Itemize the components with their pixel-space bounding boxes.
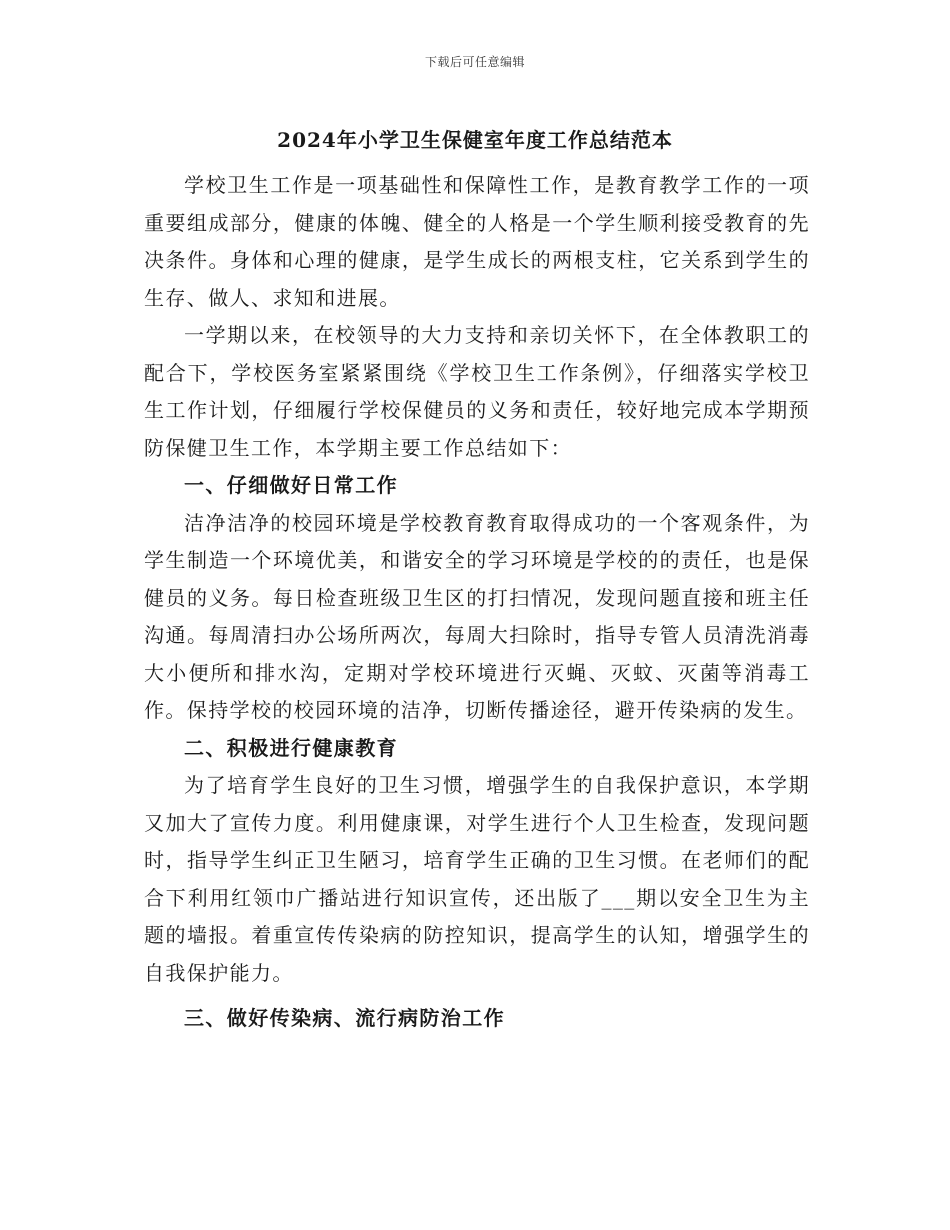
download-note: 下载后可任意编辑 <box>424 55 525 69</box>
section-heading: 三、做好传染病、流行病防治工作 <box>184 1006 505 1030</box>
section-paragraph: 为了培育学生良好的卫生习惯，增强学生的自我保护意识，本学期又加大了宣传力度。利用健康课，对学生进行个人卫生检查，发现问题时，指导学生纠正卫生陋习，培育学生正确的卫生习惯。在老师们的配合下利用红领巾广播站进行知识宣传，还出版了___期以安全卫生为主题的墙报。着重宣传传染病的防控知识，提高学生的认知，增强学生的自我保护能力。 <box>144 773 810 985</box>
section-heading: 一、仔细做好日常工作 <box>184 473 398 497</box>
document-body <box>144 167 810 1038</box>
section-heading: 二、积极进行健康教育 <box>184 735 398 760</box>
intro-paragraph: 一学期以来，在校领导的大力支持和亲切关怀下，在全体教职工的配合下，学校医务室紧紧围绕《学校卫生工作条例》，仔细落实学校卫生工作计划，仔细履行学校保健员的义务和责任，较好地完成本学期预防保健卫生工作，本学期主要工作总结如下： <box>144 323 810 460</box>
intro-paragraph: 学校卫生工作是一项基础性和保障性工作，是教育教学工作的一项重要组成部分，健康的体魄、健全的人格是一个学生顺利接受教育的先决条件。身体和心理的健康，是学生成长的两根支柱，它关系到学生的生存、做人、求知和进展。 <box>144 173 810 310</box>
document-title: 2024年小学卫生保健室年度工作总结范本 <box>277 128 673 152</box>
section-paragraph: 洁净洁净的校园环境是学校教育教育取得成功的一个客观条件，为学生制造一个环境优美，和谐安全的学习环境是学校的的责任，也是保健员的义务。每日检查班级卫生区的打扫情况，发现问题直接和班主任沟通。每周清扫办公场所两次，每周大扫除时，指导专管人员清洗消毒大小便所和排水沟，定期对学校环境进行灭蝇、灭蚊、灭菌等消毒工作。保持学校的校园环境的洁净，切断传播途径，避开传染病的发生。 <box>144 510 810 722</box>
